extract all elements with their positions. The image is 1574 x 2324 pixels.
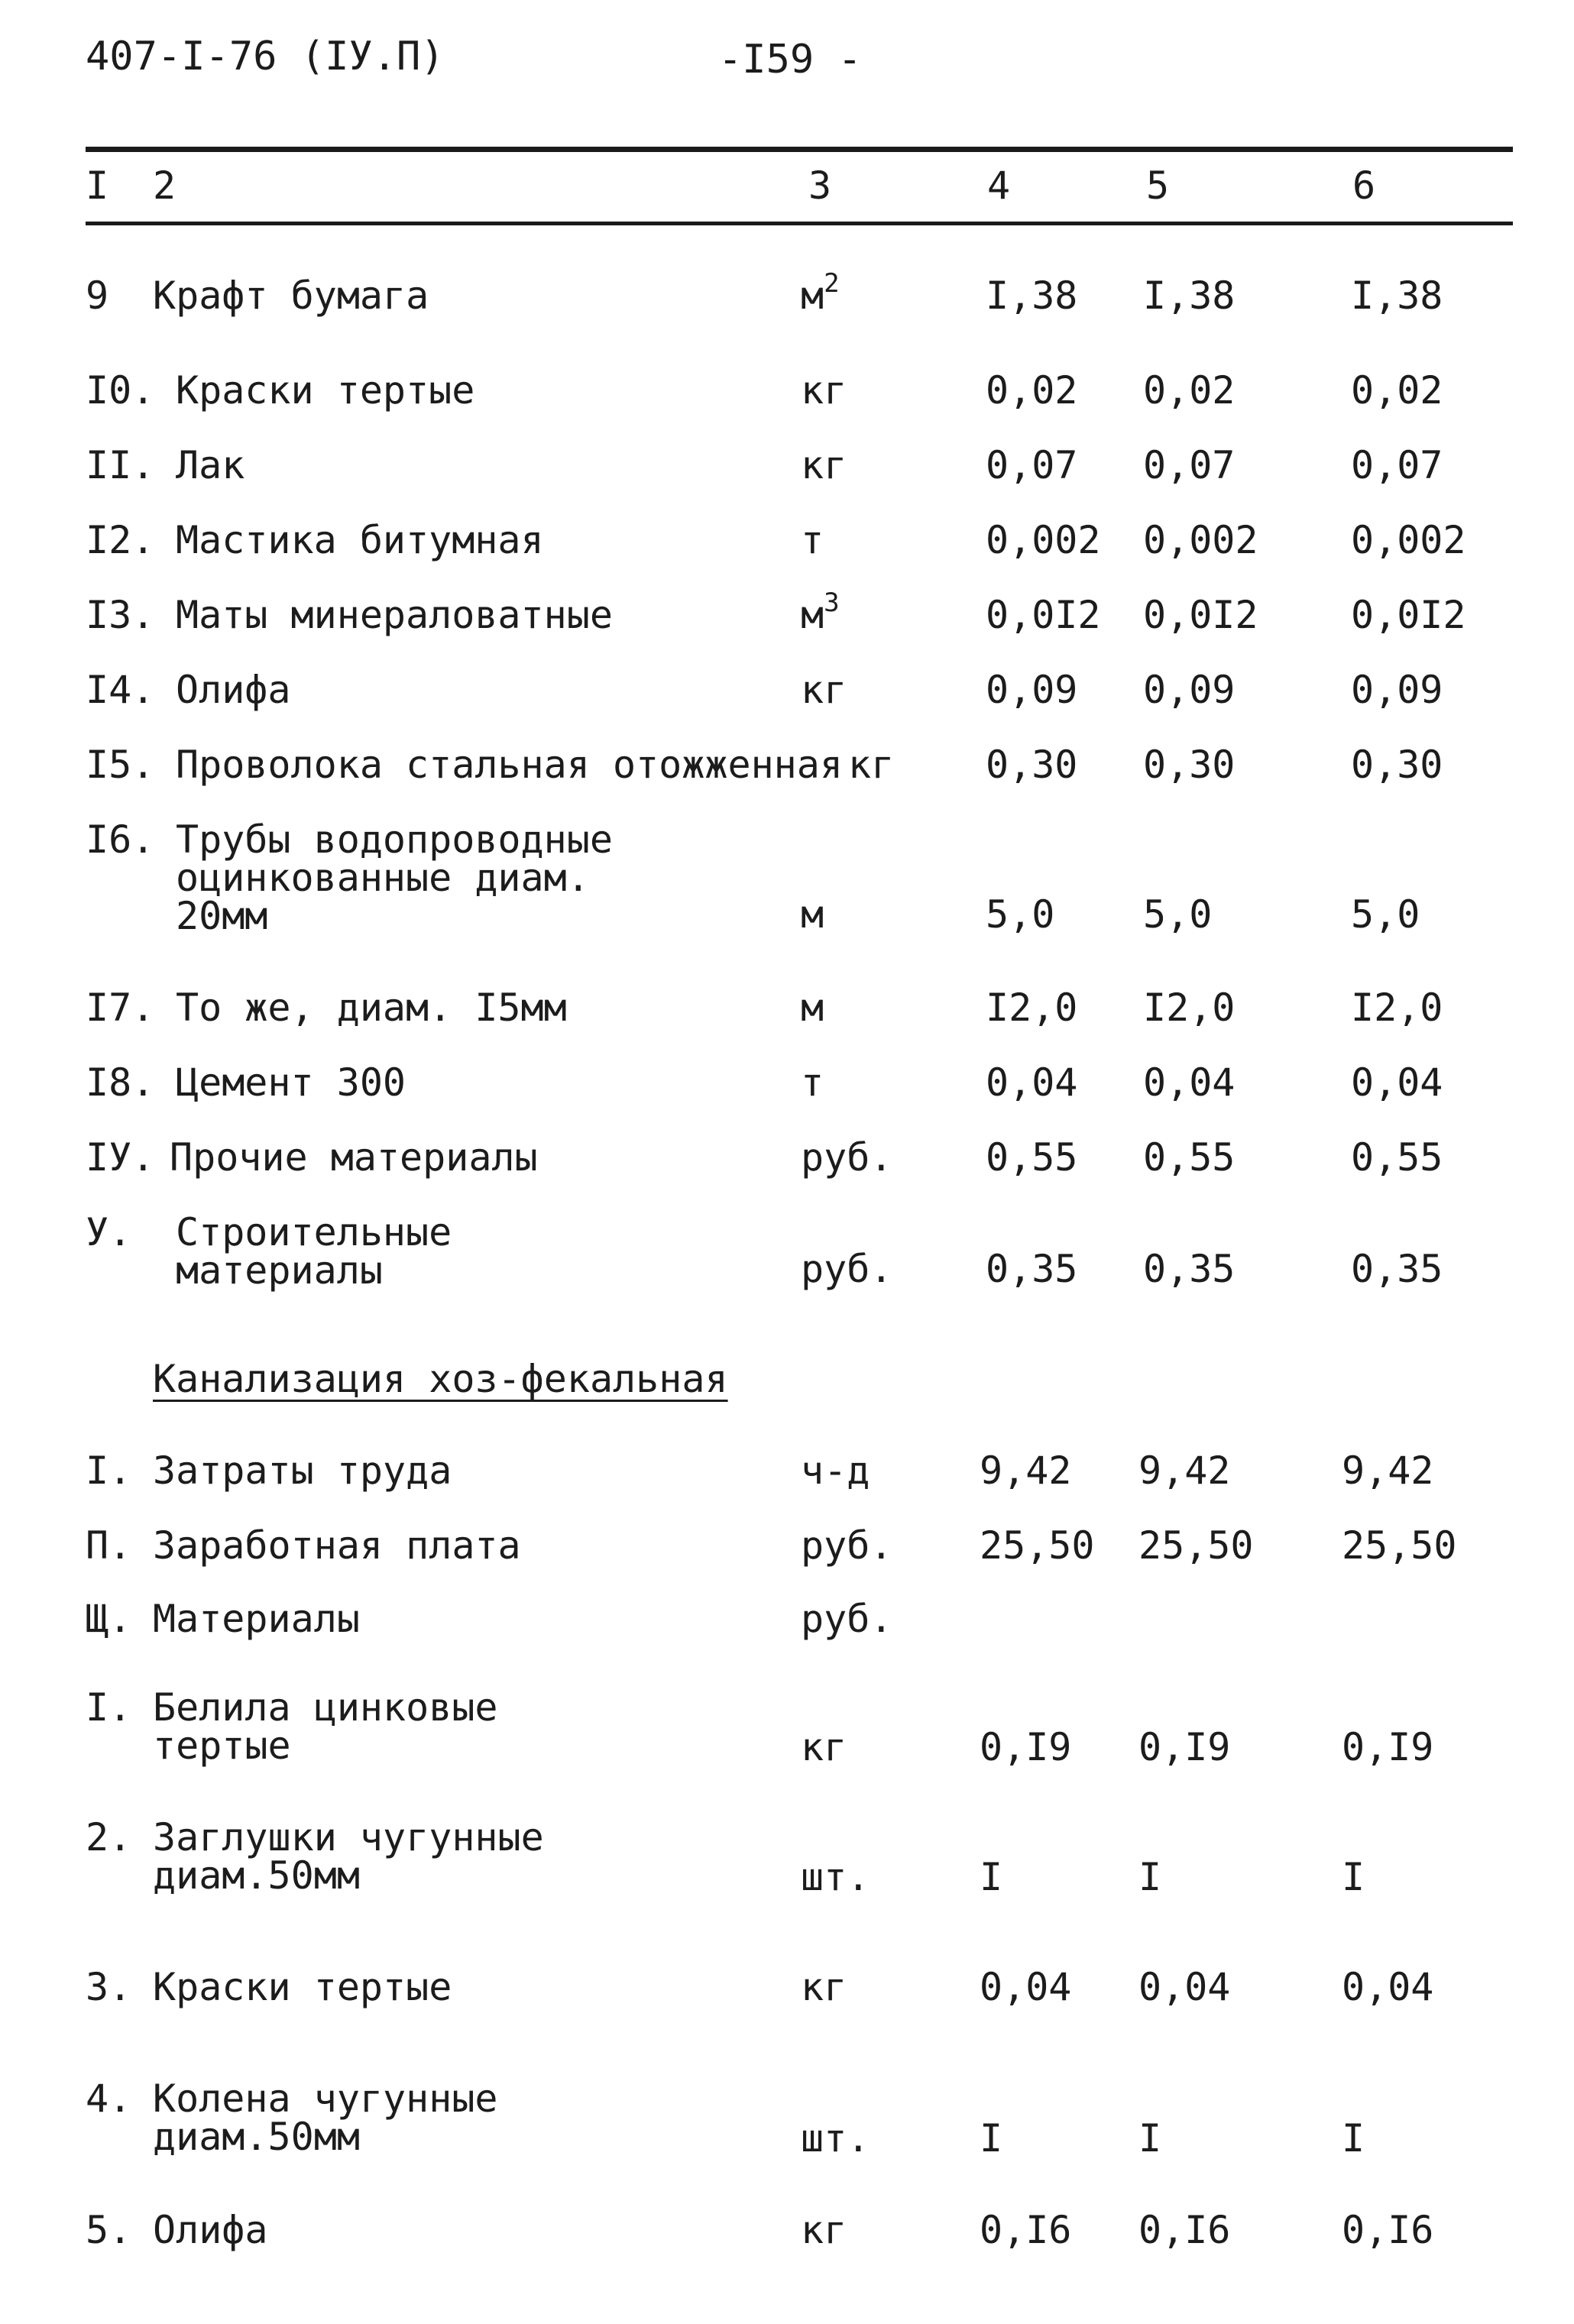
row-number: II. [86,443,155,487]
value-col5: 0,30 [1143,743,1236,787]
material-name: Цемент 300 [176,1060,406,1105]
row-number: I8. [86,1060,155,1105]
column-header-3: 3 [808,163,832,208]
section-title: Канализация хоз-фекальная [153,1357,728,1401]
value-col5: I [1138,2116,1162,2161]
row-number: 3. [86,1965,132,2009]
value-col4: 0,55 [986,1135,1078,1180]
value-col5: 5,0 [1143,892,1213,937]
value-col6: 0,0I2 [1351,593,1466,637]
value-col4: 0,30 [986,743,1078,787]
material-name: Затраты труда [153,1448,452,1493]
unit: руб. [801,1597,893,1641]
value-col6: 0,55 [1351,1135,1443,1180]
material-name: Краски тертые [153,1965,452,2009]
unit: кг [801,668,847,712]
unit-superscript: 2 [824,268,840,299]
row-number: I3. [86,593,155,637]
row-number: IУ. [86,1135,155,1180]
material-name: Олифа [153,2208,268,2252]
header-bottom-rule [86,222,1513,225]
value-col6: 0,04 [1342,1965,1434,2009]
value-col4: 0,04 [980,1965,1072,2009]
unit: шт. [801,2116,870,2161]
unit: т [801,518,824,562]
value-col5: 9,42 [1138,1448,1231,1493]
value-col6: I [1342,1855,1365,1899]
value-col4: I2,0 [986,986,1078,1030]
value-col6: I2,0 [1351,986,1443,1030]
row-number: 2. [86,1815,132,1860]
material-name: Маты минераловатные [176,593,613,637]
value-col4: 0,07 [986,443,1078,487]
value-col5: 0,07 [1143,443,1236,487]
row-number: I. [86,1448,132,1493]
value-col4: 0,I9 [980,1725,1072,1769]
column-header-5: 5 [1146,163,1170,208]
value-col6: 0,04 [1351,1060,1443,1105]
unit: руб. [801,1523,893,1568]
column-header-2: 2 [153,163,177,208]
value-col5: 0,002 [1143,518,1258,562]
unit: кг [801,443,847,487]
unit: кг [848,743,895,787]
value-col6: I,38 [1351,274,1443,318]
value-col4: 9,42 [980,1448,1072,1493]
row-number: 9 [86,274,109,318]
value-col5: I,38 [1143,274,1236,318]
value-col4: 25,50 [980,1523,1095,1568]
column-header-6: 6 [1352,163,1376,208]
material-name: Заработная плата [153,1523,521,1568]
material-name: Проволока стальная отожженная [176,743,843,787]
value-col6: 0,30 [1351,743,1443,787]
material-name: Трубы водопроводные оцинкованные диам. 20мм [176,817,613,938]
unit: руб. [801,1135,893,1180]
material-name: Строительные материалы [176,1210,452,1293]
unit: шт. [801,1855,870,1899]
value-col5: 0,04 [1138,1965,1231,2009]
value-col6: 25,50 [1342,1523,1457,1568]
value-col6: 0,35 [1351,1247,1443,1291]
material-name: Материалы [153,1597,360,1641]
unit-base: м [801,274,824,318]
value-col5: 0,02 [1143,368,1236,413]
row-number: 5. [86,2208,132,2252]
row-number: I. [86,1685,132,1730]
material-name: Лак [176,443,245,487]
row-number: I6. [86,817,155,862]
row-number: I4. [86,668,155,712]
value-col4: 0,0I2 [986,593,1101,637]
material-name: Мастика битумная [176,518,544,562]
unit: кг [801,1965,847,2009]
material-name: Белила цинковые тертые [153,1685,498,1768]
row-number: I2. [86,518,155,562]
value-col5: 0,35 [1143,1247,1236,1291]
row-number: I7. [86,986,155,1030]
material-name: Колена чугунные диам.50мм [153,2076,498,2159]
value-col5: 0,09 [1143,668,1236,712]
page-number: -I59 - [718,37,862,83]
unit: кг [801,1725,847,1769]
value-col5: 0,I6 [1138,2208,1231,2252]
row-number: П. [86,1523,132,1568]
unit: кг [801,2208,847,2252]
value-col4: 0,I6 [980,2208,1072,2252]
value-col5: I2,0 [1143,986,1236,1030]
value-col5: 0,04 [1143,1060,1236,1105]
value-col5: I [1138,1855,1162,1899]
value-col6: 0,I9 [1342,1725,1434,1769]
column-header-1: I [86,163,109,208]
row-number: I5. [86,743,155,787]
header-top-rule [86,147,1513,152]
value-col6: 5,0 [1351,892,1420,937]
value-col6: I [1342,2116,1365,2161]
value-col4: 0,09 [986,668,1078,712]
value-col6: 0,07 [1351,443,1443,487]
value-col5: 0,55 [1143,1135,1236,1180]
value-col5: 0,0I2 [1143,593,1258,637]
row-number: Щ. [86,1597,132,1641]
unit: м [801,986,824,1030]
value-col6: 0,002 [1351,518,1466,562]
unit: кг [801,368,847,413]
row-number: 4. [86,2076,132,2121]
row-number: I0. [86,368,155,413]
material-name: Прочие материалы [170,1135,538,1180]
unit: т [801,1060,824,1105]
unit: ч-д [801,1448,870,1493]
unit-superscript: 3 [824,587,840,618]
value-col4: I,38 [986,274,1078,318]
value-col5: 25,50 [1138,1523,1254,1568]
value-col5: 0,I9 [1138,1725,1231,1769]
value-col4: 0,04 [986,1060,1078,1105]
material-name: Олифа [176,668,291,712]
value-col4: 0,02 [986,368,1078,413]
row-number: У. [86,1210,132,1254]
value-col6: 0,I6 [1342,2208,1434,2252]
unit [801,268,840,318]
material-name: Крафт бумага [153,274,429,318]
material-name: Заглушки чугунные диам.50мм [153,1815,544,1898]
value-col6: 0,02 [1351,368,1443,413]
unit [801,587,840,637]
unit-base: м [801,593,824,637]
value-col4: I [980,1855,1003,1899]
value-col6: 0,09 [1351,668,1443,712]
value-col4: 0,002 [986,518,1101,562]
value-col4: I [980,2116,1003,2161]
material-name: То же, диам. I5мм [176,986,567,1030]
document-code: 407-I-76 (IУ.П) [86,34,445,79]
value-col4: 5,0 [986,892,1055,937]
unit: м [801,892,824,937]
value-col6: 9,42 [1342,1448,1434,1493]
column-header-4: 4 [987,163,1011,208]
material-name: Краски тертые [176,368,475,413]
unit: руб. [801,1247,893,1291]
value-col4: 0,35 [986,1247,1078,1291]
